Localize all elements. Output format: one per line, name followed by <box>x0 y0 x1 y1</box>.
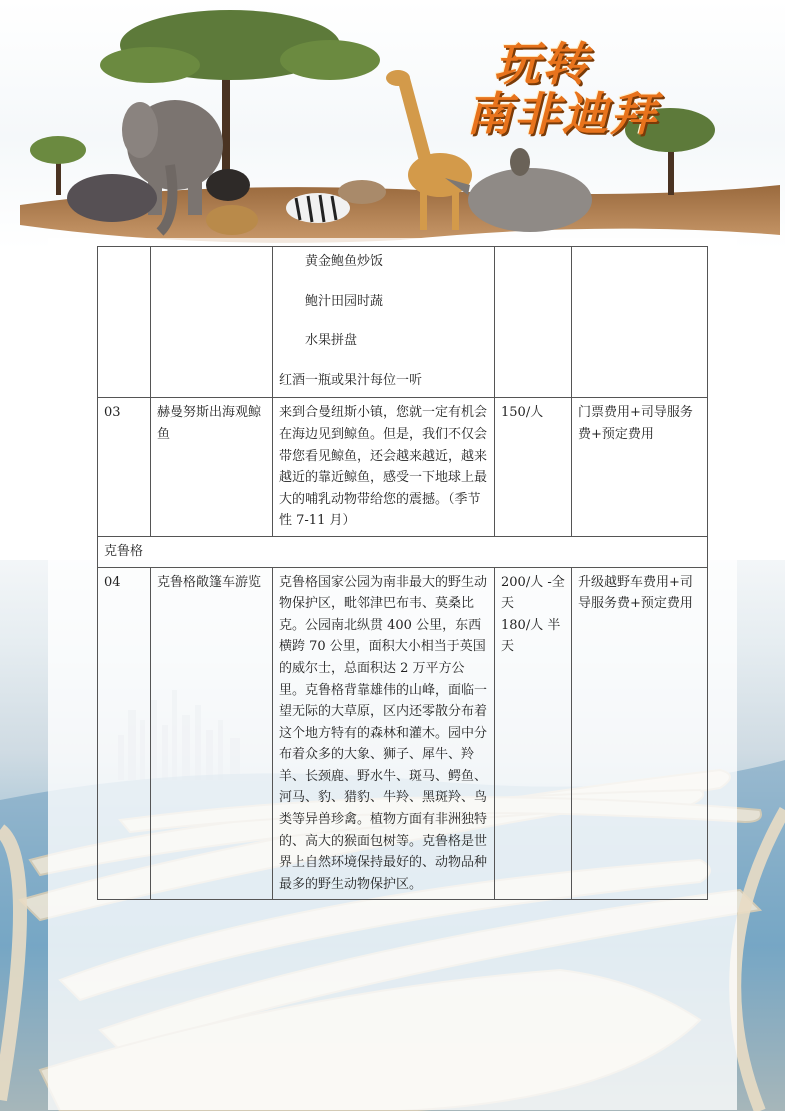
page-title-line2: 南非迪拜 <box>466 87 658 141</box>
table-row <box>98 567 708 900</box>
table-row <box>98 398 708 537</box>
menu-item: 黄金鲍鱼炒饭 <box>305 254 384 269</box>
cell-name: 克鲁格敞篷车游览 <box>151 567 273 900</box>
cell-includes-empty <box>572 247 708 398</box>
section-label: 克鲁格 <box>98 536 708 567</box>
lion-icon <box>206 205 258 235</box>
cell-number: 03 <box>98 398 151 537</box>
savanna-header-illustration <box>0 0 785 250</box>
drink-note: 红酒一瓶或果汁每位一听 <box>279 372 423 388</box>
price-full-day: 200/人 -全天 <box>501 574 565 612</box>
buffalo-icon <box>206 169 250 201</box>
cell-includes: 门票费用+司导服务费+预定费用 <box>572 398 708 537</box>
cell-description: 来到合曼纽斯小镇，您就一定有机会在海边见到鲸鱼。但是，我们不仅会带您看见鲸鱼，还会越来越近，越来越近的靠近鲸鱼，感受一下地球上最大的哺乳动物带给您的震撼。（季节性 7-11 月） <box>273 398 495 537</box>
cell-name: 赫曼努斯出海观鲸鱼 <box>151 398 273 537</box>
section-row <box>98 536 708 567</box>
zebra-icon <box>286 193 350 223</box>
cell-name-empty <box>151 247 273 398</box>
hippo-icon <box>67 174 157 222</box>
cell-description: 克鲁格国家公园为南非最大的野生动物保护区，毗邻津巴布韦、莫桑比克。公园南北纵贯 400 公里，东西横跨 70 公里，面积大小相当于英国的威尔士，总面积达 2 万平方公里。克鲁格背靠雄伟的山峰，面临一望无际的大草原，区内还零散分布着这个地方特有的森林和灌木。园中分布着众多的大象、狮子、犀牛、羚羊、长颈鹿、野水牛、斑马、鳄鱼、河马、豹、猎豹、牛羚、黑斑羚、鸟类等异兽珍禽。植物方面有非洲独特的、高大的猴面包树等。克鲁格是世界上自然环境保持最好的、动物品种最多的野生动物保护区。 <box>273 567 495 900</box>
table-row-continued <box>98 247 708 398</box>
cell-number: 04 <box>98 567 151 900</box>
price-half-day: 180/人 半天 <box>501 617 561 655</box>
itinerary-table <box>97 246 708 900</box>
cell-number-empty <box>98 247 151 398</box>
menu-item: 水果拼盘 <box>305 333 358 349</box>
cell-price <box>495 567 572 900</box>
baboon-icon <box>510 148 530 176</box>
menu-item: 鲍汁田园时蔬 <box>305 293 384 309</box>
kudu-icon <box>338 180 386 204</box>
cell-menu <box>273 247 495 398</box>
cell-includes: 升级越野车费用+司导服务费+预定费用 <box>572 567 708 900</box>
cell-price-empty <box>495 247 572 398</box>
page-title-line1: 玩转 <box>494 37 590 91</box>
cell-price: 150/人 <box>495 398 572 537</box>
